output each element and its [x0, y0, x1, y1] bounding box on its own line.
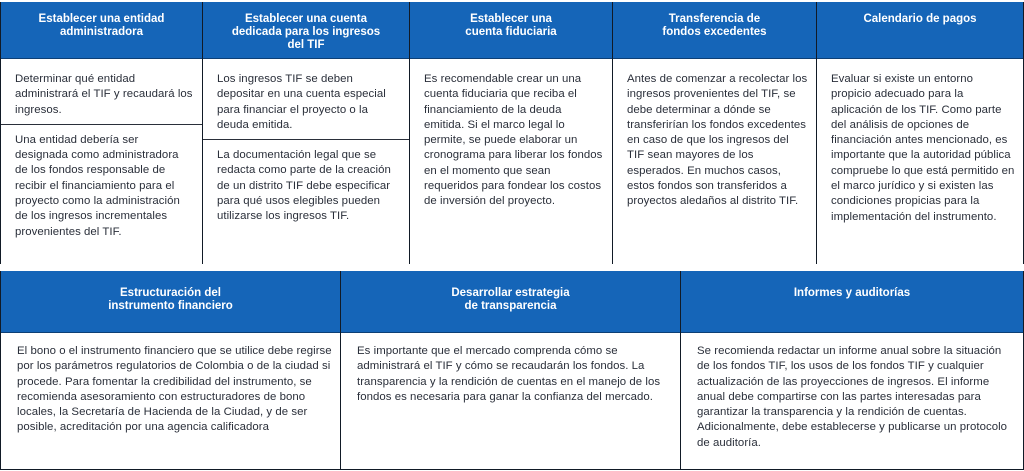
cell-text: Se recomienda redactar un informe anual sobre la situación de los fondos TIF, los usos de los fondos TIF y cualquier actualización de las proyecciones de ingresos. El informe anual debe compartirse con las partes interesadas para garantizar la transparencia y la rendición de cuentas. Adicionalmente, debe establecerse y publicarse un protocolo de auditoría.: [697, 345, 1008, 449]
column-header: Calendario de pagos: [817, 2, 1023, 59]
column-transparencia: [341, 271, 681, 469]
column-header: Establecer una entidad administradora: [1, 2, 202, 59]
column-calendario-pagos: [817, 2, 1024, 264]
column-header: Establecer una cuenta fiduciaria: [410, 2, 612, 59]
table-bottom-border: [0, 469, 1024, 470]
column-estructuracion: [0, 271, 341, 469]
column-header: Establecer una cuenta dedicada para los ingresos del TIF: [203, 2, 409, 59]
cell-text: Es importante que el mercado comprenda cómo se administrará el TIF y cómo se recaudarán los fondos. La transparencia y la rendición de cuentas en el manejo de los fondos es necesaria para ganar la confianza del mercado.: [357, 345, 661, 403]
column-header: Transferencia de fondos excedentes: [613, 2, 816, 59]
cell-text: Los ingresos TIF se deben depositar en una cuenta especial para financiar el proyecto o la deuda emitida.: [217, 73, 386, 131]
cell-text: Una entidad debería ser designada como administradora de los fondos responsable de recibir el financiamiento para el proyecto como la administración de los ingresos incrementales provenientes del TIF.: [1, 124, 202, 246]
top-row: [0, 2, 1024, 264]
bottom-row: [0, 271, 1024, 469]
column-entidad-administradora: [0, 2, 203, 264]
column-fondos-excedentes: [613, 2, 817, 264]
cell-text: El bono o el instrumento financiero que se utilice debe regirse por los parámetros regulatorios de Colombia o de la ciudad si procede. Para fomentar la credibilidad del instrumento, se recomienda asesoramiento con estructuradores de bono locales, la Secretaría de Hacienda de la Ciudad, y de ser posible, acreditación por una agencia calificadora: [17, 345, 332, 434]
cell-text: Determinar qué entidad administrará el TIF y recaudará los ingresos.: [15, 73, 193, 116]
column-cuenta-dedicada: [203, 2, 410, 264]
column-cuenta-fiduciaria: [410, 2, 613, 264]
cell-text: Antes de comenzar a recolectar los ingresos provenientes del TIF, se debe determinar a dónde se transferirían los fondos excedentes en caso de que los ingresos del TIF sean mayores de los esperados. En muchos casos, estos fondos son transferidos a proyectos aledaños al distrito TIF.: [627, 73, 808, 208]
column-header: Informes y auditorías: [681, 271, 1023, 333]
cell-text: Evaluar si existe un entorno propicio adecuado para la aplicación de los TIF. Como parte del análisis de opciones de financiación antes mencionado, es importante que la autoridad pública compruebe lo que está permitido en el marco jurídico y si existen las condiciones propicias para la implementación del instrumento.: [831, 73, 1015, 223]
column-header: Desarrollar estrategia de transparencia: [341, 271, 680, 333]
column-header: Estructuración del instrumento financiero: [1, 271, 340, 333]
column-informes-auditorias: [681, 271, 1024, 469]
cell-text: Es recomendable crear un una cuenta fiduciaria que reciba el financiamiento de la deuda emitida. Si el marco legal lo permite, se puede elaborar un cronograma para liberar los fondos en el momento que sean requeridos para fondear los costos de inversión del proyecto.: [424, 73, 603, 208]
cell-text: La documentación legal que se redacta como parte de la creación de un distrito TIF debe especificar para qué usos elegibles pueden utilizarse los ingresos TIF.: [203, 139, 409, 230]
